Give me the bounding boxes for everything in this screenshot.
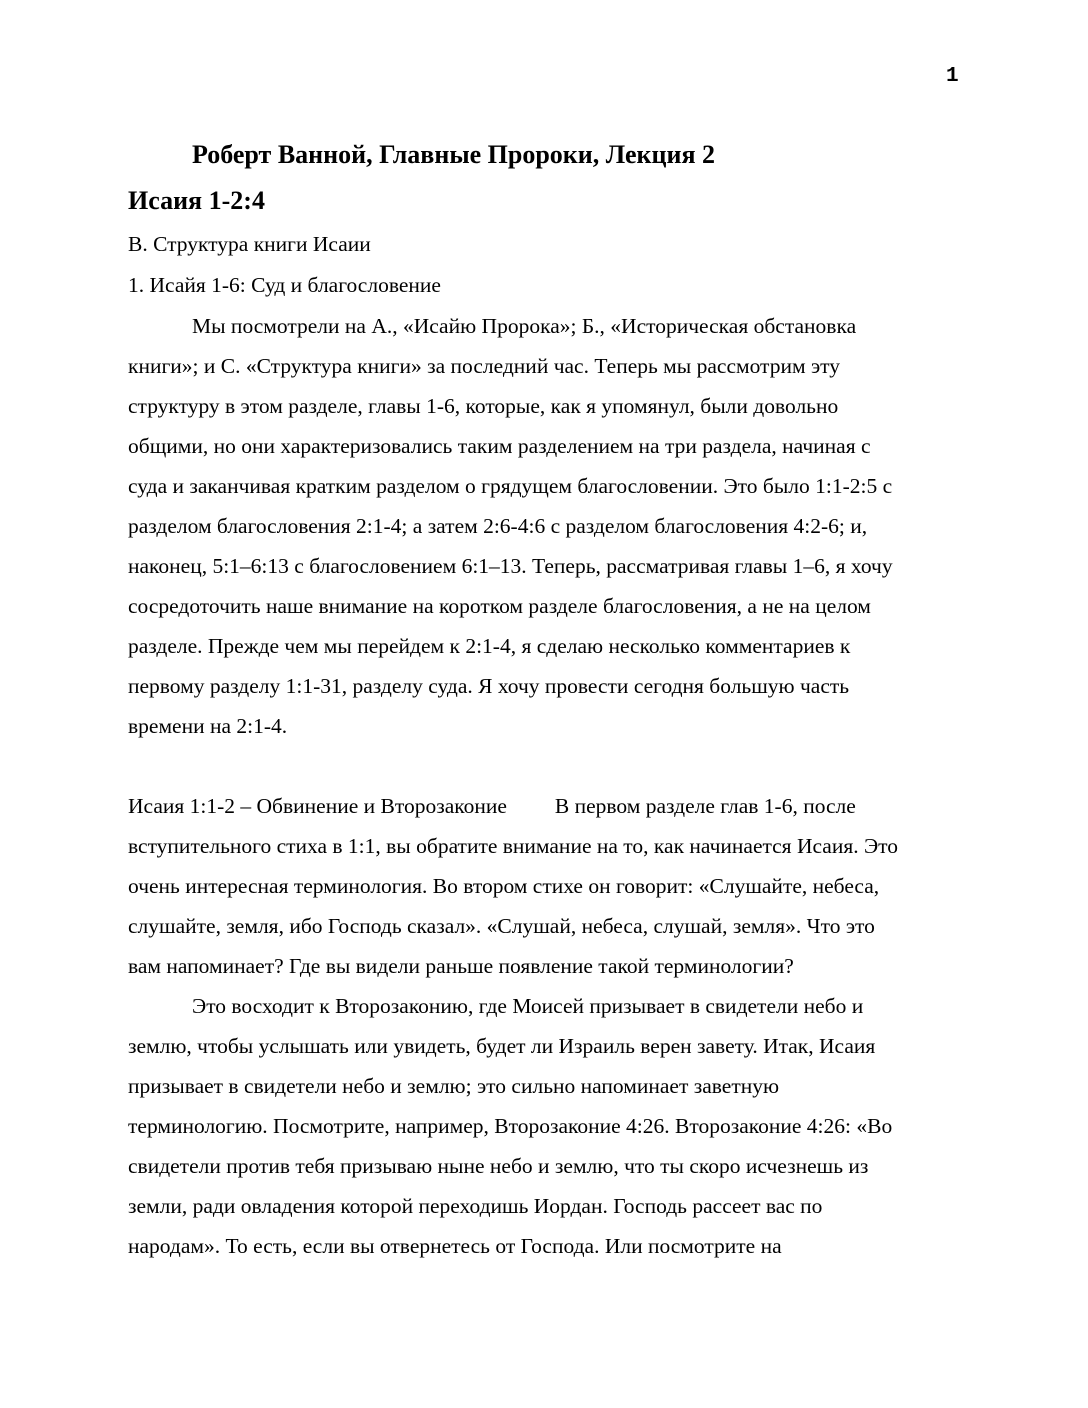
text-span: В первом разделе глав 1-6, после xyxy=(554,794,856,818)
text-line: Это восходит к Второзаконию, где Моисей призывает в свидетели небо и xyxy=(192,994,864,1018)
text-line: наконец, 5:1–6:13 с благословением 6:1–13. Теперь, рассматривая главы 1–6, я хочу xyxy=(128,554,893,578)
text-line: вступительного стиха в 1:1, вы обратите внимание на то, как начинается Исаия. Это xyxy=(128,834,899,858)
text-line: структуру в этом разделе, главы 1-6, которые, как я упомянул, были довольно xyxy=(128,394,839,418)
text-line: терминологию. Посмотрите, например, Второзаконие 4:26. Второзаконие 4:26: «Во xyxy=(128,1114,893,1138)
paragraph-2 xyxy=(128,786,964,986)
text-line xyxy=(128,786,964,826)
text-line: народам». То есть, если вы отвернетесь от Господа. Или посмотрите на xyxy=(128,1234,782,1258)
text-line: очень интересная терминология. Во втором стихе он говорит: «Слушайте, небеса, xyxy=(128,874,880,898)
text-line: земли, ради овладения которой переходишь Иордан. Господь рассеет вас по xyxy=(128,1194,823,1218)
section-lead-label: Исаия 1:1-2 – Обвинение и Второзаконие xyxy=(128,794,507,818)
text-line: первому разделу 1:1-31, разделу суда. Я хочу провести сегодня большую часть xyxy=(128,674,850,698)
text-line: общими, но они характеризовались таким разделением на три раздела, начиная с xyxy=(128,434,871,458)
text-line: суда и заканчивая кратким разделом о грядущем благословении. Это было 1:1-2:5 с xyxy=(128,474,893,498)
text-line: призывает в свидетели небо и землю; это сильно напоминает заветную xyxy=(128,1074,780,1098)
paragraph-1 xyxy=(128,306,964,746)
page-number: 1 xyxy=(946,65,959,88)
text-line: разделом благословения 2:1-4; а затем 2:6-4:6 с разделом благословения 4:2-6; и, xyxy=(128,514,868,538)
document-heading: Исаия 1-2:4 xyxy=(128,186,265,215)
text-line: свидетели против тебя призываю ныне небо и землю, что ты скоро исчезнешь из xyxy=(128,1154,869,1178)
text-line: времени на 2:1-4. xyxy=(128,714,288,738)
text-line: слушайте, земля, ибо Господь сказал». «Слушай, небеса, слушай, земля». Что это xyxy=(128,914,875,938)
text-line: сосредоточить наше внимание на коротком разделе благословения, а не на целом xyxy=(128,594,871,618)
text-line: вам напоминает? Где вы видели раньше появление такой терминологии? xyxy=(128,954,794,978)
text-line: Мы посмотрели на А., «Исайю Пророка»; Б., «Историческая обстановка xyxy=(192,314,857,338)
document-title: Роберт Ванной, Главные Пророки, Лекция 2 xyxy=(192,140,716,169)
outline-item-b1: 1. Исайя 1-6: Суд и благословение xyxy=(128,273,441,297)
text-line: книги»; и С. «Структура книги» за последний час. Теперь мы рассмотрим эту xyxy=(128,354,841,378)
outline-item-b: В. Структура книги Исаии xyxy=(128,232,371,256)
paragraph-3 xyxy=(128,986,964,1266)
text-line: разделе. Прежде чем мы перейдем к 2:1-4, я сделаю несколько комментариев к xyxy=(128,634,851,658)
document-content xyxy=(128,0,964,1266)
text-line: землю, чтобы услышать или увидеть, будет ли Израиль верен завету. Итак, Исаия xyxy=(128,1034,876,1058)
